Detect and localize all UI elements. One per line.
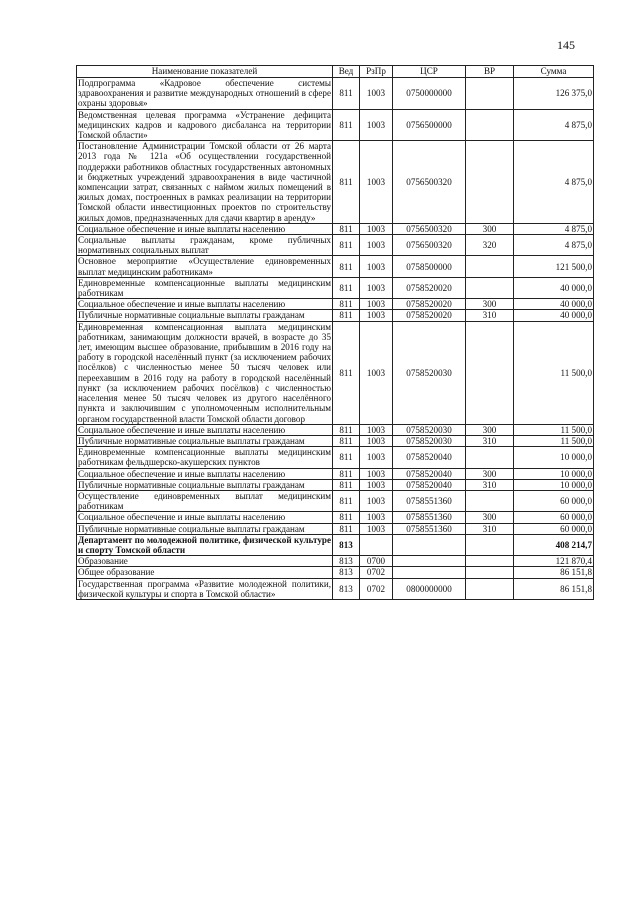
cell-vr: 300 [466, 299, 514, 310]
cell-ved: 811 [333, 435, 360, 446]
cell-ved: 811 [333, 490, 360, 511]
cell-sum: 408 214,7 [514, 534, 594, 555]
cell-vr: 300 [466, 512, 514, 523]
table-row [77, 512, 594, 523]
cell-sum: 4 875,0 [514, 235, 594, 256]
cell-vr [466, 277, 514, 298]
cell-name: Публичные нормативные социальные выплаты гражданам [77, 523, 333, 534]
cell-name: Осуществление единовременных выплат медицинским работникам [78, 490, 331, 512]
cell-vr [466, 578, 514, 599]
cell-csr: 0756500000 [393, 109, 466, 141]
cell-csr [393, 556, 466, 567]
budget-table [76, 65, 594, 600]
cell-name: Департамент по молодежной политике, физической культуре и спорту Томской области [78, 534, 331, 555]
table-row [77, 78, 594, 110]
cell-ved: 811 [333, 523, 360, 534]
column-header-sum: Сумма [514, 66, 594, 78]
cell-rzpr: 1003 [360, 424, 393, 435]
cell-sum: 10 000,0 [514, 468, 594, 479]
cell-name: Единовременные компенсационные выплаты медицинским работникам фельдшерско-акушерских пунктов [78, 447, 331, 468]
cell-vr: 300 [466, 468, 514, 479]
cell-rzpr: 1003 [360, 310, 393, 321]
cell-sum: 126 375,0 [514, 78, 594, 110]
cell-vr [466, 490, 514, 511]
table-row [77, 424, 594, 435]
cell-rzpr: 0702 [360, 578, 393, 599]
cell-name: Социальное обеспечение и иные выплаты населению [77, 512, 333, 523]
cell-ved: 811 [333, 141, 360, 224]
cell-name: Единовременная компенсационная выплата медицинским работникам, занимающим должности врачей, в возрасте до 35 лет, имеющим высшее образование, прибывшим в 2016 году на работу в городской населённый пункт (за исключением рабочих посёлков) с численностью менее 50 тысяч человек или переехавшим в 2016 году на работу в городской населённый пункт (за исключением рабочих посёлков) с численностью населения менее 50 тысяч человек из другого населённого пункта и заключившим с уполномоченным исполнительным органом государственной власти Томской области договор [78, 321, 331, 424]
table-row [77, 223, 594, 234]
cell-sum: 121 500,0 [514, 256, 594, 277]
cell-ved: 811 [333, 109, 360, 141]
cell-sum: 11 500,0 [514, 424, 594, 435]
cell-rzpr: 1003 [360, 78, 393, 110]
cell-rzpr: 1003 [360, 223, 393, 234]
cell-name: Ведомственная целевая программа «Устранение дефицита медицинских кадров и кадрового дисбаланса на территории Томской области» [78, 109, 331, 141]
cell-rzpr: 1003 [360, 447, 393, 468]
table-row [77, 310, 594, 321]
table-row [77, 523, 594, 534]
cell-csr: 0800000000 [393, 578, 466, 599]
cell-name: Публичные нормативные социальные выплаты гражданам [77, 310, 333, 321]
table-row [77, 567, 594, 578]
cell-csr: 0758520020 [393, 277, 466, 298]
cell-rzpr: 1003 [360, 523, 393, 534]
cell-ved: 811 [333, 256, 360, 277]
cell-sum: 121 870,4 [514, 556, 594, 567]
cell-csr: 0750000000 [393, 78, 466, 110]
cell-name: Публичные нормативные социальные выплаты гражданам [77, 435, 333, 446]
cell-ved: 811 [333, 321, 360, 424]
cell-rzpr: 1003 [360, 490, 393, 511]
cell-csr: 0758520020 [393, 299, 466, 310]
cell-sum: 4 875,0 [514, 141, 594, 224]
table-row [77, 447, 594, 468]
cell-vr: 300 [466, 424, 514, 435]
cell-vr [466, 109, 514, 141]
cell-csr: 0758520040 [393, 447, 466, 468]
cell-ved: 811 [333, 447, 360, 468]
cell-rzpr: 1003 [360, 277, 393, 298]
cell-rzpr: 1003 [360, 141, 393, 224]
cell-csr: 0758551360 [393, 490, 466, 511]
cell-csr [393, 534, 466, 555]
table-row [77, 490, 594, 511]
cell-vr [466, 321, 514, 424]
table-row [77, 578, 594, 599]
cell-csr: 0756500320 [393, 235, 466, 256]
cell-rzpr: 0702 [360, 567, 393, 578]
column-header-vr: ВР [466, 66, 514, 78]
cell-sum: 60 000,0 [514, 512, 594, 523]
cell-name: Постановление Администрации Томской области от 26 марта 2013 года № 121а «Об осуществлении государственной поддержки работников областных государственных автономных и бюджетных учреждений здравоохранения в виде частичной компенсации затрат, связанных с наймом жилых помещений в жилых домах, построенных в рамках реализации на территории Томской области инвестиционных проектов по строительству жилых домов, предназначенных для сдачи квартир в аренду» [78, 141, 331, 223]
table-row [77, 235, 594, 256]
cell-rzpr: 1003 [360, 109, 393, 141]
cell-ved: 811 [333, 277, 360, 298]
cell-rzpr: 1003 [360, 235, 393, 256]
cell-sum: 4 875,0 [514, 223, 594, 234]
cell-name: Социальное обеспечение и иные выплаты населению [77, 424, 333, 435]
cell-csr: 0758520030 [393, 321, 466, 424]
cell-name: Социальное обеспечение и иные выплаты населению [77, 468, 333, 479]
page-number: 145 [557, 38, 575, 52]
table-row [77, 468, 594, 479]
table-row [77, 299, 594, 310]
cell-rzpr: 1003 [360, 321, 393, 424]
cell-vr: 310 [466, 479, 514, 490]
cell-rzpr: 1003 [360, 468, 393, 479]
cell-csr: 0756500320 [393, 141, 466, 224]
cell-csr: 0758520030 [393, 424, 466, 435]
table-row [77, 321, 594, 424]
table-row [77, 277, 594, 298]
cell-ved: 811 [333, 78, 360, 110]
cell-vr [466, 78, 514, 110]
cell-ved: 811 [333, 424, 360, 435]
cell-csr: 0758520020 [393, 310, 466, 321]
cell-ved: 813 [333, 567, 360, 578]
column-header-csr: ЦСР [393, 66, 466, 78]
cell-rzpr: 0700 [360, 556, 393, 567]
cell-csr: 0758500000 [393, 256, 466, 277]
cell-ved: 811 [333, 512, 360, 523]
cell-rzpr: 1003 [360, 479, 393, 490]
cell-csr [393, 567, 466, 578]
cell-sum: 4 875,0 [514, 109, 594, 141]
cell-sum: 11 500,0 [514, 435, 594, 446]
cell-ved: 811 [333, 479, 360, 490]
cell-name: Основное мероприятие «Осуществление единовременных выплат медицинским работникам» [78, 256, 331, 277]
column-header-rzpr: РзПр [360, 66, 393, 78]
cell-name: Подпрограмма «Кадровое обеспечение системы здравоохранения и развитие международных отношений в сфере охраны здоровья» [78, 78, 331, 109]
table-row [77, 256, 594, 277]
cell-rzpr: 1003 [360, 512, 393, 523]
cell-csr: 0758520040 [393, 479, 466, 490]
cell-sum: 86 151,8 [514, 578, 594, 599]
cell-vr: 310 [466, 523, 514, 534]
table-body [77, 78, 594, 600]
cell-name: Социальное обеспечение и иные выплаты населению [77, 223, 333, 234]
cell-vr: 320 [466, 235, 514, 256]
cell-sum: 86 151,8 [514, 567, 594, 578]
cell-name: Социальные выплаты гражданам, кроме публичных нормативных социальных выплат [78, 235, 331, 256]
cell-ved: 811 [333, 299, 360, 310]
cell-ved: 811 [333, 468, 360, 479]
cell-csr: 0756500320 [393, 223, 466, 234]
table-row [77, 435, 594, 446]
cell-vr [466, 447, 514, 468]
cell-sum: 10 000,0 [514, 479, 594, 490]
cell-ved: 811 [333, 223, 360, 234]
cell-ved: 813 [333, 534, 360, 555]
cell-name: Публичные нормативные социальные выплаты гражданам [77, 479, 333, 490]
cell-vr: 300 [466, 223, 514, 234]
cell-vr [466, 534, 514, 555]
cell-rzpr: 1003 [360, 299, 393, 310]
column-header-name: Наименование показателей [77, 66, 333, 78]
cell-vr [466, 256, 514, 277]
cell-name: Образование [77, 556, 333, 567]
cell-ved: 811 [333, 235, 360, 256]
cell-name: Социальное обеспечение и иные выплаты населению [77, 299, 333, 310]
cell-sum: 10 000,0 [514, 447, 594, 468]
cell-vr: 310 [466, 310, 514, 321]
cell-vr: 310 [466, 435, 514, 446]
table-row [77, 109, 594, 141]
table-row [77, 141, 594, 224]
cell-ved: 811 [333, 310, 360, 321]
cell-sum: 11 500,0 [514, 321, 594, 424]
cell-vr [466, 556, 514, 567]
cell-name: Общее образование [77, 567, 333, 578]
cell-vr [466, 141, 514, 224]
table-row [77, 479, 594, 490]
cell-csr: 0758551360 [393, 512, 466, 523]
cell-name: Единовременные компенсационные выплаты медицинским работникам [78, 277, 331, 299]
table-row [77, 556, 594, 567]
cell-sum: 60 000,0 [514, 490, 594, 511]
cell-vr [466, 567, 514, 578]
cell-sum: 40 000,0 [514, 310, 594, 321]
column-header-ved: Вед [333, 66, 360, 78]
cell-csr: 0758520040 [393, 468, 466, 479]
cell-name: Государственная программа «Развитие молодежной политики, физической культуры и спорта в Томской области» [78, 578, 331, 599]
cell-sum: 60 000,0 [514, 523, 594, 534]
cell-csr: 0758520030 [393, 435, 466, 446]
cell-rzpr: 1003 [360, 435, 393, 446]
cell-csr: 0758551360 [393, 523, 466, 534]
cell-sum: 40 000,0 [514, 299, 594, 310]
cell-ved: 813 [333, 578, 360, 599]
table-row [77, 534, 594, 555]
table-header-row [77, 66, 594, 78]
cell-rzpr: 1003 [360, 256, 393, 277]
cell-sum: 40 000,0 [514, 277, 594, 298]
cell-rzpr [360, 534, 393, 555]
cell-ved: 813 [333, 556, 360, 567]
